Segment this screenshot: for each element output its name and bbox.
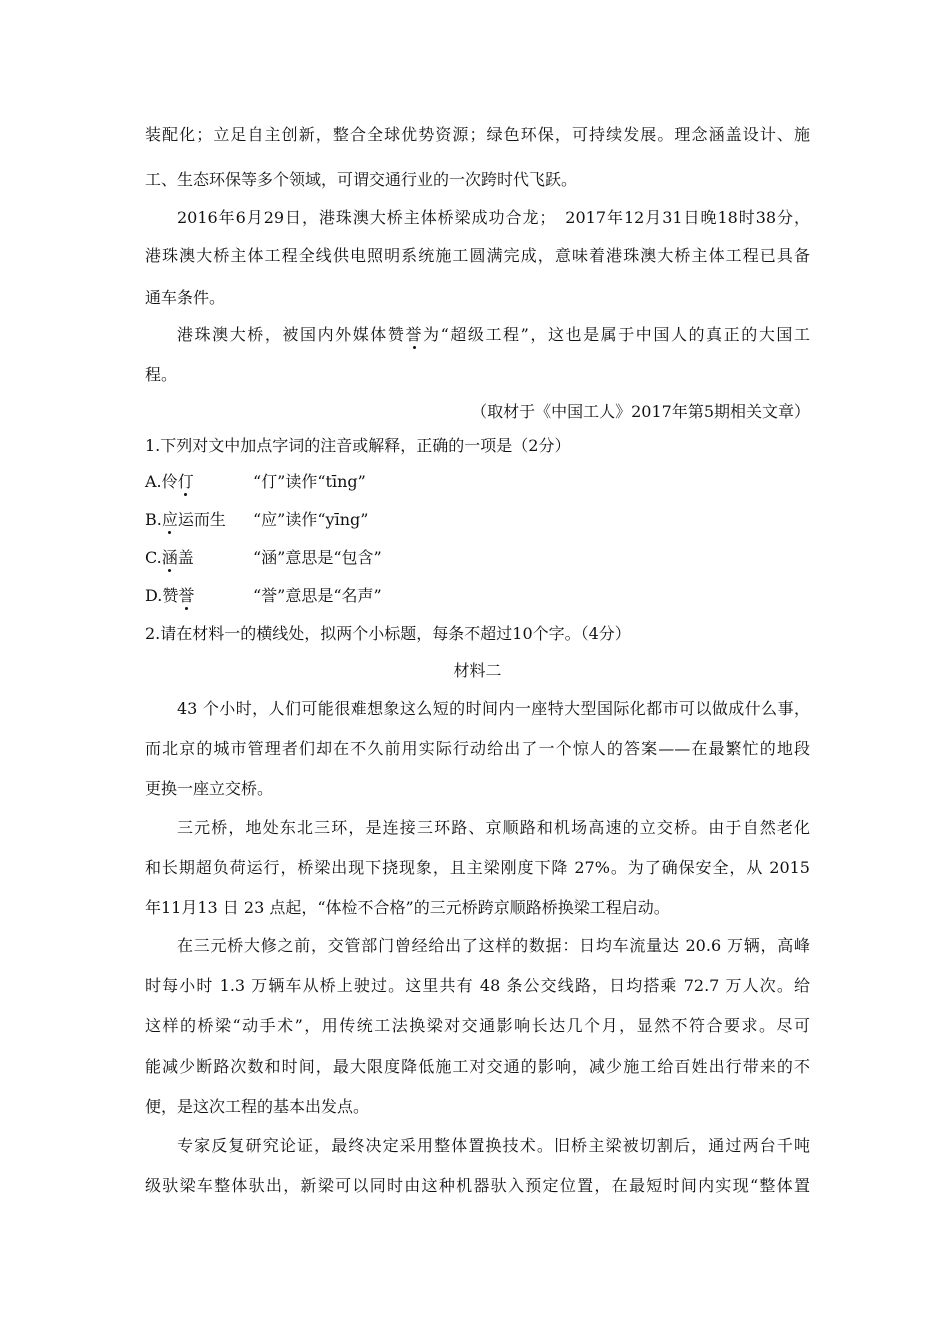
option-text: “仃”读作“tīng” (253, 472, 366, 491)
dotted-character: 仃 (177, 472, 194, 491)
text: 运而生 (177, 510, 226, 529)
paragraph-line: 级驮梁车整体驮出，新梁可以同时由这种机器驮入预定位置，在最短时间内实现“整体置 (145, 1176, 810, 1195)
question-2-stem: 2.请在材料一的横线处，拟两个小标题，每条不超过10个字。（4分） (145, 624, 631, 643)
text: D.赞 (145, 586, 179, 605)
text: C. (145, 548, 162, 567)
dotted-character: 誉 (178, 586, 195, 605)
option-key (145, 510, 253, 530)
text: 工、生态环保等多个领域，可谓交通行业的一次跨时代飞跃。 (145, 170, 578, 189)
text: 装配化；立足自主创新，整合全球优势资源；绿色环保，可持续发展。理念涵盖设计、施 (145, 125, 810, 144)
paragraph-line (145, 125, 810, 145)
paragraph-line: 程。 (145, 365, 178, 384)
paragraph-line: 通车条件。 (145, 288, 226, 307)
paragraph-line: 能减少断路次数和时间，最大限度降低施工对交通的影响，减少施工给百姓出行带来的不 (145, 1057, 810, 1076)
paragraph-line: 专家反复研究论证，最终决定采用整体置换技术。旧桥主梁被切割后，通过两台千吨 (177, 1136, 810, 1155)
paragraph-line (177, 325, 810, 345)
dotted-character: 誉 (405, 325, 424, 344)
option-text: “涵”意思是“包含” (253, 548, 382, 567)
option-key (145, 548, 253, 568)
paragraph-line: 2016年6月29日，港珠澳大桥主体桥梁成功合龙； 2017年12月31日晚18时38分， (177, 208, 810, 227)
option-key (145, 472, 253, 492)
paragraph-line: 更换一座立交桥。 (145, 779, 274, 798)
text: 港珠澳大桥，被国内外媒体赞 (177, 325, 406, 344)
text: 盖 (177, 548, 194, 567)
question-option-d (145, 586, 810, 606)
paragraph-line: 这样的桥梁“动手术”，用传统工法换梁对交通影响长达几个月，显然不符合要求。尽可 (145, 1016, 810, 1035)
paragraph-line: 和长期超负荷运行，桥梁出现下挠现象，且主梁刚度下降 27%。为了确保安全，从 2015 (145, 858, 810, 877)
question-option-a (145, 472, 810, 492)
source-citation: （取材于《中国工人》2017年第5期相关文章） (471, 402, 810, 421)
paragraph-line: 便，是这次工程的基本出发点。 (145, 1097, 370, 1116)
paragraph-line: 三元桥，地处东北三环，是连接三环路、京顺路和机场高速的立交桥。由于自然老化 (177, 818, 810, 837)
dotted-character: 涵 (161, 548, 178, 567)
question-option-b (145, 510, 810, 530)
option-key (145, 586, 253, 606)
dotted-character: 应 (161, 510, 178, 529)
text: A.伶 (145, 472, 178, 491)
text: 为“超级工程”，这也是属于中国人的真正的大国工 (423, 325, 810, 344)
paragraph-line: 43 个小时，人们可能很难想象这么短的时间内一座特大型国际化都市可以做成什么事， (177, 699, 810, 718)
paragraph-line: 而北京的城市管理者们却在不久前用实际行动给出了一个惊人的答案——在最繁忙的地段 (145, 739, 810, 758)
paragraph-line: 港珠澳大桥主体工程全线供电照明系统施工圆满完成，意味着港珠澳大桥主体工程已具备 (145, 246, 810, 265)
question-option-c (145, 548, 810, 568)
paragraph-line: 时每小时 1.3 万辆车从桥上驶过。这里共有 48 条公交线路，日均搭乘 72.7 万人次。给 (145, 976, 810, 995)
option-text: “应”读作“yīng” (253, 510, 369, 529)
paragraph-line (145, 170, 810, 190)
paragraph-line: 在三元桥大修之前，交管部门曾经给出了这样的数据：日均车流量达 20.6 万辆，高峰 (177, 936, 810, 955)
option-text: “誉”意思是“名声” (253, 586, 382, 605)
section-heading: 材料二 (453, 661, 502, 680)
text: B. (145, 510, 162, 529)
paragraph-line: 年11月13 日 23 点起，“体检不合格”的三元桥跨京顺路桥换梁工程启动。 (145, 898, 670, 917)
question-1-stem: 1.下列对文中加点字词的注音或解释，正确的一项是（2分） (145, 436, 571, 455)
